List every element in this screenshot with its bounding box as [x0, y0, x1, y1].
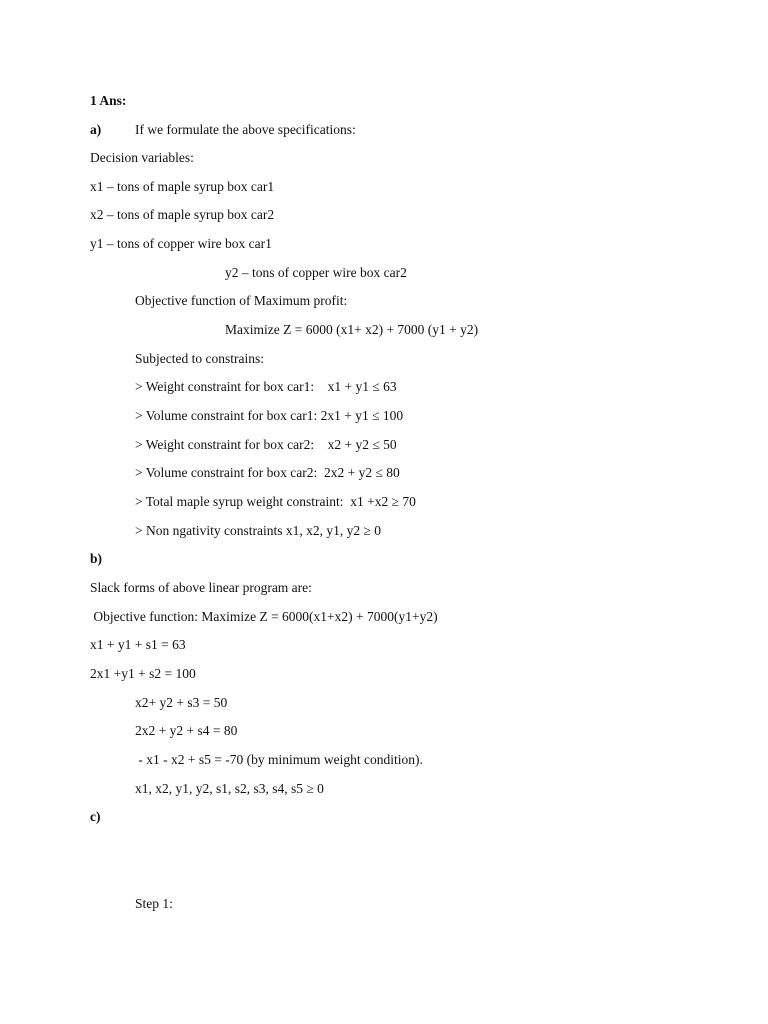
part-a-label: a)	[90, 122, 102, 137]
constraint-volume-car1: > Volume constraint for box car1: 2x1 + y1 ≤ 100	[135, 408, 404, 423]
objective-heading: Objective function of Maximum profit:	[135, 293, 348, 308]
part-a-intro: If we formulate the above specifications:	[135, 122, 356, 137]
slack-equation-4: 2x2 + y2 + s4 = 80	[135, 723, 238, 738]
slack-equation-1: x1 + y1 + s1 = 63	[90, 637, 186, 652]
constraint-total-maple: > Total maple syrup weight constraint: x1 +x2 ≥ 70	[135, 494, 416, 509]
variable-y1: y1 – tons of copper wire box car1	[90, 236, 272, 251]
variable-x2: x2 – tons of maple syrup box car2	[90, 207, 275, 222]
answer-heading: 1 Ans:	[90, 93, 127, 108]
constraints-heading: Subjected to constrains:	[135, 351, 264, 366]
slack-equation-2: 2x1 +y1 + s2 = 100	[90, 666, 196, 681]
objective-function: Maximize Z = 6000 (x1+ x2) + 7000 (y1 + y2)	[225, 322, 479, 337]
variable-y2: y2 – tons of copper wire box car2	[225, 265, 407, 280]
constraint-non-negativity: > Non ngativity constraints x1, x2, y1, y2 ≥ 0	[135, 523, 382, 538]
slack-equation-3: x2+ y2 + s3 = 50	[135, 695, 228, 710]
part-b-intro: Slack forms of above linear program are:	[90, 580, 312, 595]
constraint-weight-car1: > Weight constraint for box car1: x1 + y1 ≤ 63	[135, 379, 397, 394]
slack-non-negativity: x1, x2, y1, y2, s1, s2, s3, s4, s5 ≥ 0	[135, 781, 324, 796]
slack-objective: Objective function: Maximize Z = 6000(x1+x2) + 7000(y1+y2)	[90, 609, 438, 624]
constraint-volume-car2: > Volume constraint for box car2: 2x2 + y2 ≤ 80	[135, 465, 400, 480]
part-b-label: b)	[90, 551, 103, 566]
slack-equation-5: - x1 - x2 + s5 = -70 (by minimum weight condition).	[135, 752, 423, 767]
variable-x1: x1 – tons of maple syrup box car1	[90, 179, 275, 194]
decision-variables-heading: Decision variables:	[90, 150, 194, 165]
constraint-weight-car2: > Weight constraint for box car2: x2 + y2 ≤ 50	[135, 437, 397, 452]
step-1-label: Step 1:	[135, 896, 173, 911]
part-c-label: c)	[90, 809, 101, 824]
